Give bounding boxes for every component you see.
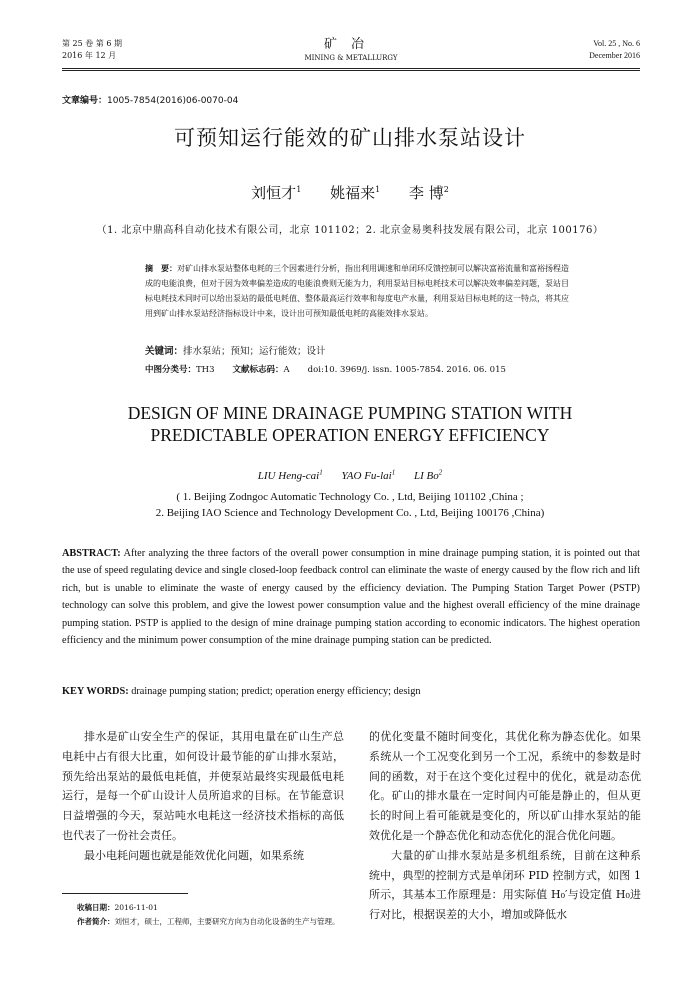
author: 刘恒才$^1$ bbox=[251, 184, 302, 202]
author: 李 博$^2$ bbox=[408, 184, 449, 202]
header-rule bbox=[62, 68, 640, 69]
abstract-cn-text: 对矿山排水泵站整体电耗的三个因素进行分析，指出利用调速和单闭环反馈控制可以解决富裕流量和富裕扬程造成的电能浪费，但对于因为效率偏差造成的电能浪费则无能为力，利用泵站目标电耗技术可以解决效率偏差问题，泵站目标电耗技术同时可以给出泵站的最低电耗值、整体最高运行效率和每度电产水量，利用泵站目标电耗的这一特点，将其应用到矿山排水泵站经济指标设计中来，设计出可预知最低电耗的高能效排水泵站。 bbox=[145, 264, 569, 318]
abstract-en-text: After analyzing the three factors of the overall power consumption in mine drainage pumping station, it is pointed out that the use of speed regulating device and single closed-loop feedback control can eliminate the waste of energy caused by the flow rich and lift rich, but is unable to eliminate the waste of energy caused by the efficiency deviation. The Pumping Station Target Power (PSTP) technology can solve this problem, and give the lowest power consumption value and the highest overall efficiency of the mine drainage pumping station. PSTP is applied to the design of mine drainage pumping station according to economic indicators. The highest operation efficiency and the minimum power consumption of the mine drainage pumping station can be predicted. bbox=[62, 548, 640, 647]
keywords-en: KEY WORDS: drainage pumping station; predict; operation energy efficiency; design bbox=[62, 686, 421, 697]
author: YAO Fu-lai$^1$ bbox=[341, 468, 396, 482]
abstract-cn-label: 摘 要： bbox=[145, 264, 177, 273]
header-volume-info-en: Vol. 25 , No. 6 December 2016 bbox=[589, 39, 640, 60]
authors-cn bbox=[0, 182, 700, 203]
abstract-en-label: ABSTRACT: bbox=[62, 548, 121, 559]
footnote-rule bbox=[62, 893, 188, 894]
header-rule-thin bbox=[62, 70, 640, 71]
author: 姚福来$^1$ bbox=[330, 184, 381, 202]
authors-en bbox=[0, 468, 700, 482]
paragraph: 大量的矿山排水泵站是多机组系统，目前在这种系统中，典型的控制方式是单闭环 PID 控制方式，如图 1 所示，其基本工作原理是：用实际值 H₀′与设定值 H₀进行对比，根据误差的大小，增加或降低水 bbox=[369, 848, 641, 922]
author: LIU Heng-cai$^1$ bbox=[257, 468, 323, 482]
abstract-cn bbox=[145, 261, 575, 321]
article-number: 文章编号：1005-7854(2016)06-0070-04 bbox=[62, 96, 239, 106]
footnote-author: 作者简介：刘恒才，硕士，工程师，主要研究方向为自动化设备的生产与管理。 bbox=[77, 917, 340, 926]
doi: doi:10. 3969/j. issn. 1005-7854. 2016. 06. 015 bbox=[307, 365, 506, 375]
body-column-right bbox=[369, 727, 641, 925]
footnote-received: 收稿日期：2016-11-01 bbox=[77, 903, 158, 912]
title-cn: 可预知运行能效的矿山排水泵站设计 bbox=[174, 126, 526, 150]
affiliation-cn: （1. 北京中鼎高科自动化技术有限公司，北京 101102；2. 北京金易奥科技发展有限公司，北京 100176） bbox=[96, 225, 604, 236]
paragraph: 的优化变量不随时间变化，其优化称为静态优化。如果系统从一个工况变化到另一个工况，系统中的参数是时间的函数，对于在这个变化过程中的优化，就是动态优化。矿山的排水量在一定时间内可能是静止的，但从更长的时间上看可能就是变化的，所以矿山排水泵站的能效优化是一个静态优化和动态优化的混合优化问题。 bbox=[369, 730, 641, 842]
title-en: DESIGN OF MINE DRAINAGE PUMPING STATION WITH PREDICTABLE OPERATION ENERGY EFFICIENCY bbox=[127, 403, 573, 445]
paragraph: 排水是矿山安全生产的保证，其用电量在矿山生产总电耗中占有很大比重，如何设计最节能的矿山排水泵站，预先给出泵站的最低电耗值，并使泵站最终实现最低电耗运行，是每一个矿山设计人员所追求的目标。在节能意识日益增强的今天，泵站吨水电耗这一经济技术指标的高低也代表了一份社会责任。 bbox=[62, 730, 344, 842]
footnote bbox=[62, 901, 344, 929]
header-volume-info: 第 25 卷 第 6 期 2016 年 12 月 bbox=[62, 39, 122, 60]
abstract-en bbox=[62, 545, 640, 649]
paragraph: 最小电耗问题也就是能效优化问题，如果系统 bbox=[84, 848, 304, 862]
running-header bbox=[62, 38, 640, 66]
author: LI Bo$^2$ bbox=[413, 468, 443, 482]
keywords-cn: 关键词：排水泵站；预知；运行能效；设计 bbox=[145, 346, 326, 357]
body-column-left bbox=[62, 727, 344, 866]
classification-cn: 中图分类号：TH3 文献标志码：A doi:10. 3969/j. issn. 1005-7854. 2016. 06. 015 bbox=[145, 365, 506, 375]
header-journal-title: 矿冶 MINING & METALLURGY bbox=[304, 37, 398, 62]
affiliation-en: ( 1. Beijing Zodngoc Automatic Technology Co. , Ltd, Beijing 101102 ,China ; 2. Beijing IAO Science and Technology Development Co. , Ltd, Beijing 100176 ,China) bbox=[155, 491, 545, 519]
